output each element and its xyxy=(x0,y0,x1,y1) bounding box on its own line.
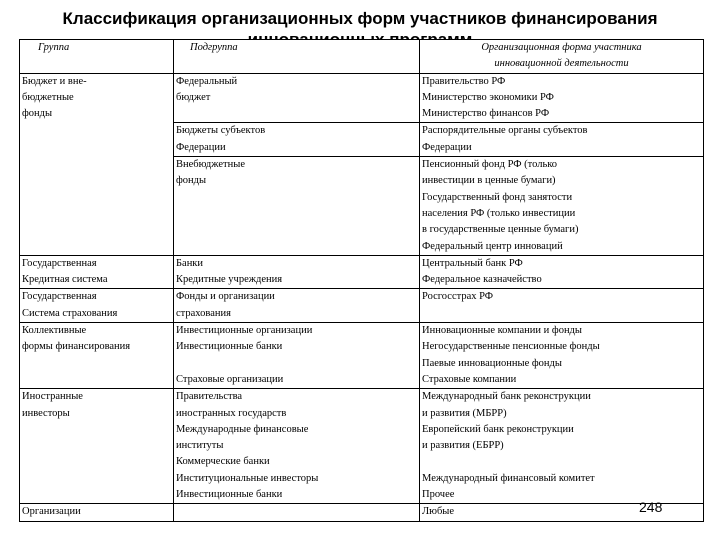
group-cell: Государственная Система страхования xyxy=(20,289,174,323)
page-number: 248 xyxy=(639,499,663,515)
group-cell: Организации xyxy=(20,504,174,521)
header-form: Организационная форма участника инновационной деятельности xyxy=(420,40,704,74)
subgroup-cell: Бюджеты субъектов Федерации xyxy=(174,123,420,157)
header-group: Группа xyxy=(20,40,174,74)
group-cell: Иностранные инвесторы xyxy=(20,389,174,504)
table-row xyxy=(20,323,704,389)
form-cell: Международный банк реконструкции и развития (МБРР) Европейский банк реконструкции и развития (ЕБРР) Международный финансовый комитет Прочее xyxy=(420,389,704,504)
table-row xyxy=(20,255,704,289)
form-cell: Центральный банк РФ Федеральное казначейство xyxy=(420,255,704,289)
table-header-row xyxy=(20,40,704,74)
form-cell: Пенсионный фонд РФ (только инвестиции в ценные бумаги) Государственный фонд занятости населения РФ (только инвестиции в государственные ценные бумаги) Федеральный центр инноваций xyxy=(420,157,704,256)
group-cell: Коллективные формы финансирования xyxy=(20,323,174,389)
form-cell: Распорядительные органы субъектов Федерации xyxy=(420,123,704,157)
subgroup-cell xyxy=(174,504,420,521)
header-subgroup: Подгруппа xyxy=(174,40,420,74)
form-cell: Любые xyxy=(420,504,704,521)
table-row xyxy=(20,289,704,323)
form-cell: Росгосстрах РФ xyxy=(420,289,704,323)
subgroup-cell: Инвестиционные организации Инвестиционные банки Страховые организации xyxy=(174,323,420,389)
slide-title: Классификация организационных форм участников финансирования xyxy=(62,9,658,28)
subgroup-cell: Федеральный бюджет xyxy=(174,73,420,123)
subgroup-cell: Фонды и организации страхования xyxy=(174,289,420,323)
table-row xyxy=(20,504,704,521)
table-row xyxy=(20,73,704,123)
group-cell: Бюджет и вне- бюджетные фонды xyxy=(20,73,174,255)
subgroup-cell: Правительства иностранных государств Международные финансовые институты Коммерческие банки Институциональные инвесторы Инвестиционные банки xyxy=(174,389,420,504)
subgroup-cell: Внебюджетные фонды xyxy=(174,157,420,256)
classification-table xyxy=(19,39,704,522)
group-cell: Государственная Кредитная система xyxy=(20,255,174,289)
form-cell: Инновационные компании и фонды Негосударственные пенсионные фонды Паевые инновационные фонды Страховые компании xyxy=(420,323,704,389)
form-cell: Правительство РФ Министерство экономики РФ Министерство финансов РФ xyxy=(420,73,704,123)
subgroup-cell: Банки Кредитные учреждения xyxy=(174,255,420,289)
table-row xyxy=(20,389,704,504)
